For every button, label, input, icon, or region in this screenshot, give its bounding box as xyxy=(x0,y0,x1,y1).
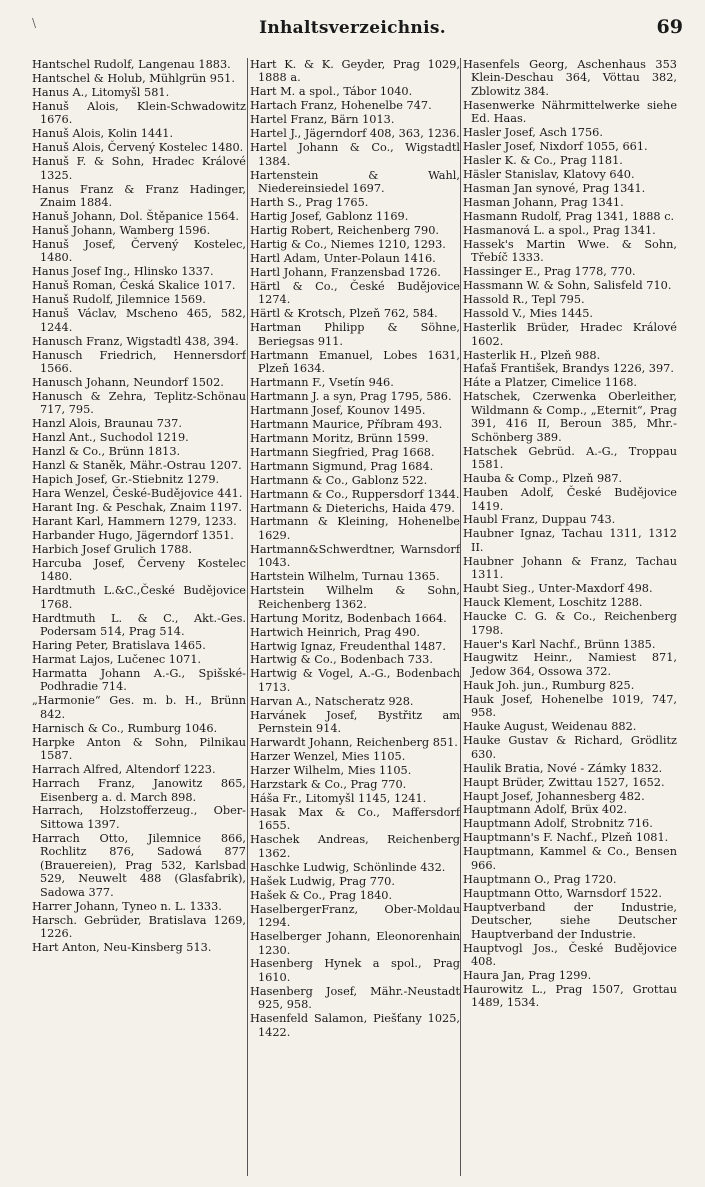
index-entry: Hartung Moritz, Bodenbach 1664. xyxy=(250,611,447,625)
index-entry: Haucke C. G. & Co., Reichenberg 1798. xyxy=(463,610,677,637)
index-entry: Harth S., Prag 1765. xyxy=(250,196,369,210)
index-entry: Hapich Josef, Gr.-Stiebnitz 1279. xyxy=(32,473,220,487)
index-entry: Hassmann W. & Sohn, Salisfeld 710. xyxy=(463,279,672,293)
index-entry: Hartenstein & Wahl, Niedereinsiedel 1697. xyxy=(250,168,460,196)
index-entry: HaselbergerFranz, Ober-Moldau 1294. xyxy=(250,902,460,930)
index-entry: Hauptvogl Jos., České Budějovice 408. xyxy=(463,941,677,968)
index-entry: Haubl Franz, Duppau 743. xyxy=(463,513,616,527)
index-entry: Haselberger Johann, Eleonorenhain 1230. xyxy=(250,930,460,957)
index-entry: Hašek & Co., Prag 1840. xyxy=(250,888,393,902)
index-entry: Haring Peter, Bratislava 1465. xyxy=(32,639,206,653)
index-column-left xyxy=(32,58,246,1178)
index-entry: Hartstein Wilhelm, Turnau 1365. xyxy=(250,570,440,584)
index-entry: Hart K. & K. Geyder, Prag 1029, 1888 a. xyxy=(250,58,460,85)
index-entry: Hanusch Johann, Neundorf 1502. xyxy=(32,375,224,389)
index-entry: Hasler K. & Co., Prag 1181. xyxy=(463,154,623,168)
index-entry: Hanzl Alois, Braunau 737. xyxy=(32,417,182,431)
index-entry: Hauptverband der Industrie, Deutscher, siehe Deutscher Hauptverband der Industrie. xyxy=(463,900,677,941)
column-divider xyxy=(460,58,461,1176)
index-entry: Hauptmann O., Prag 1720. xyxy=(463,872,617,886)
index-entry: Haupt Josef, Johannesberg 482. xyxy=(463,789,645,803)
index-entry: Hartmann F., Vsetín 946. xyxy=(250,375,394,389)
index-entry: Haubner Ignaz, Tachau 1311, 1312 II. xyxy=(463,527,677,554)
index-entry: Hasak Max & Co., Maffersdorf 1655. xyxy=(250,805,460,833)
index-entry: Hartmann & Co., Ruppersdorf 1344. xyxy=(250,487,460,501)
index-entry: Hanuš Rudolf, Jilemnice 1569. xyxy=(32,293,206,307)
index-entry: Hanus A., Litomyšl 581. xyxy=(32,85,170,99)
index-entry: Hauke Gustav & Richard, Grödlitz 630. xyxy=(463,734,677,761)
index-entry: Haschek Andreas, Reichenberg 1362. xyxy=(250,833,460,860)
index-entry: Hauptmann Adolf, Brüx 402. xyxy=(463,803,628,817)
index-entry: Harrach, Holzstofferzeug., Ober-Sittowa 1397. xyxy=(32,804,246,831)
index-entry: Harbander Hugo, Jägerndorf 1351. xyxy=(32,528,234,542)
index-entry: Hartmann & Dieterichs, Haida 479. xyxy=(250,501,455,515)
index-entry: Hartmann Siegfried, Prag 1668. xyxy=(250,445,435,459)
index-entry: Hartach Franz, Hohenelbe 747. xyxy=(250,99,432,113)
index-entry: Hauptmann Otto, Warnsdorf 1522. xyxy=(463,886,662,900)
index-entry: Hartmann & Co., Gablonz 522. xyxy=(250,473,428,487)
index-entry: Hartwich Heinrich, Prag 490. xyxy=(250,625,420,639)
index-entry: Harnisch & Co., Rumburg 1046. xyxy=(32,721,218,735)
index-entry: Hart Anton, Neu-Kinsberg 513. xyxy=(32,941,212,954)
index-entry: Hantschel & Holub, Mühlgrün 951. xyxy=(32,71,235,85)
index-entry: Hartig Josef, Gablonz 1169. xyxy=(250,209,409,223)
index-column-middle xyxy=(250,58,460,1178)
index-entry: Hauer's Karl Nachf., Brünn 1385. xyxy=(463,637,656,651)
index-entry: Hatschek Gebrüd. A.-G., Troppau 1581. xyxy=(463,444,677,472)
index-entry: Hauptmann, Kammel & Co., Bensen 966. xyxy=(463,845,677,872)
index-entry: Hanus Franz & Franz Hadinger, Znaim 1884. xyxy=(32,182,246,210)
index-entry: Hart M. a spol., Tábor 1040. xyxy=(250,85,413,99)
corner-mark: \ xyxy=(32,16,37,30)
index-entry: Harzstark & Co., Prag 770. xyxy=(250,778,407,792)
index-entry: Hanuš F. & Sohn, Hradec Králové 1325. xyxy=(32,155,246,182)
index-entry: Hasenfels Georg, Aschenhaus 353 Klein-Deschau 364, Vöttau 382, Zblowitz 384. xyxy=(463,58,677,98)
index-entry: Hanusch Friedrich, Hennersdorf 1566. xyxy=(32,348,246,375)
index-entry: Hartmann J. a syn, Prag 1795, 586. xyxy=(250,389,452,403)
index-entry: Hartmann Emanuel, Lobes 1631, Plzeň 1634. xyxy=(250,348,460,375)
index-entry: Harrach Alfred, Altendorf 1223. xyxy=(32,763,216,777)
index-entry: Haupt Brüder, Zwittau 1527, 1652. xyxy=(463,775,665,789)
page-header xyxy=(0,10,705,50)
index-entry: Hanzl Ant., Suchodol 1219. xyxy=(32,431,189,445)
index-entry: Hassold V., Mies 1445. xyxy=(463,307,593,321)
index-entry: Harvan A., Natscheratz 928. xyxy=(250,694,414,708)
index-entry: Hartmann Sigmund, Prag 1684. xyxy=(250,459,434,473)
index-entry: Hanuš Johann, Wamberg 1596. xyxy=(32,223,211,237)
index-entry: Hartel J., Jägerndorf 408, 363, 1236. xyxy=(250,127,460,141)
index-entry: Hasman Jan synové, Prag 1341. xyxy=(463,182,646,196)
index-entry: Hartl Adam, Unter-Polaun 1416. xyxy=(250,251,436,265)
index-entry: Hauck Klement, Loschitz 1288. xyxy=(463,596,643,610)
index-entry: Hanusch Franz, Wigstadtl 438, 394. xyxy=(32,334,239,348)
page-title: Inhaltsverzeichnis. xyxy=(259,18,446,38)
index-entry: Hanuš Václav, Mscheno 465, 582, 1244. xyxy=(32,307,246,334)
index-entry: Hasterlik Brüder, Hradec Králové 1602. xyxy=(463,321,677,348)
index-entry: Hartmann Josef, Kounov 1495. xyxy=(250,403,426,417)
index-entry: Hassek's Martin Wwe. & Sohn, Třebíč 1333. xyxy=(463,237,677,265)
index-entry: Hanzl & Co., Brünn 1813. xyxy=(32,445,181,459)
index-entry: Hara Wenzel, České-Budějovice 441. xyxy=(32,487,243,501)
index-entry: Harzer Wenzel, Mies 1105. xyxy=(250,750,406,764)
index-entry: Harrach Otto, Jilemnice 866, Rochlitz 876, Sadowá 877 (Brauereien), Prag 532, Karlsbad 529, Neuwelt 488 (Glasfabrik), Sadowa 377. xyxy=(32,831,246,899)
index-entry: Hartmann&Schwerdtner, Warnsdorf 1043. xyxy=(250,542,460,570)
index-entry: Harwardt Johann, Reichenberg 851. xyxy=(250,736,458,750)
index-entry: Hatschek, Czerwenka Oberleither, Wildmann & Comp., „Eternit“, Prag 391, 416 II, Beroun 385, Mhr.-Schönberg 389. xyxy=(463,390,677,444)
index-entry: Hauben Adolf, České Budějovice 1419. xyxy=(463,486,677,513)
index-entry: Hartmann Maurice, Příbram 493. xyxy=(250,417,443,431)
index-column-right xyxy=(463,58,677,1178)
index-entry: Haschke Ludwig, Schönlinde 432. xyxy=(250,860,446,874)
index-entry: Harmat Lajos, Lučenec 1071. xyxy=(32,652,202,666)
index-entry: Hanusch & Zehra, Teplitz-Schönau 717, 795. xyxy=(32,389,246,417)
index-entry: Hauke August, Weidenau 882. xyxy=(463,720,637,734)
index-entry: Hardtmuth L.&C.,České Budějovice 1768. xyxy=(32,584,246,611)
index-entry: Háša Fr., Litomyšl 1145, 1241. xyxy=(250,792,427,806)
index-entry: Hasmanová L. a spol., Prag 1341. xyxy=(463,223,656,237)
index-entry: Harant Karl, Hammern 1279, 1233. xyxy=(32,514,237,528)
index-entry: Hasler Josef, Asch 1756. xyxy=(463,126,603,140)
index-entry: Hasenfeld Salamon, Piešťany 1025, 1422. xyxy=(250,1012,460,1039)
index-entry: Harbich Josef Grulich 1788. xyxy=(32,542,193,556)
index-entry: Hartwig Ignaz, Freudenthal 1487. xyxy=(250,639,446,653)
index-entry: Hartman Philipp & Söhne, Beriegsas 911. xyxy=(250,321,460,348)
index-entry: Hanuš Josef, Červený Kostelec, 1480. xyxy=(32,237,246,265)
index-entry: Hauptmann Adolf, Strobnitz 716. xyxy=(463,817,653,831)
column-divider xyxy=(247,58,248,1176)
index-entry: Hanuš Roman, Česká Skalice 1017. xyxy=(32,279,236,293)
index-entry: Hauba & Comp., Plzeň 987. xyxy=(463,472,623,486)
index-entry: Harmatta Johann A.-G., Spišské-Podhradie 714. xyxy=(32,666,246,694)
index-entry: Hasmann Rudolf, Prag 1341, 1888 c. xyxy=(463,209,675,223)
index-entry: Hasler Josef, Nixdorf 1055, 661. xyxy=(463,140,648,154)
index-entry: Hartwig & Co., Bodenbach 733. xyxy=(250,653,433,667)
index-entry: Hasenwerke Nährmittelwerke siehe Ed. Haas. xyxy=(463,98,677,126)
index-entry: Harsch. Gebrüder, Bratislava 1269, 1226. xyxy=(32,913,246,941)
index-entry: Haugwitz Heinr., Namiest 871, Jedow 364, Ossowa 372. xyxy=(463,651,677,678)
index-entry: Hartstein Wilhelm & Sohn, Reichenberg 1362. xyxy=(250,584,460,611)
index-entry: Hartig & Co., Niemes 1210, 1293. xyxy=(250,237,446,251)
index-entry: Häsler Stanislav, Klatovy 640. xyxy=(463,168,635,182)
index-entry: Hasterlik H., Plzeň 988. xyxy=(463,348,601,362)
index-entry: Hanuš Alois, Kolin 1441. xyxy=(32,127,174,141)
index-entry: Hasenberg Hynek a spol., Prag 1610. xyxy=(250,957,460,984)
index-entry: Hartel Johann & Co., Wigstadtl 1384. xyxy=(250,141,460,168)
index-entry: Hanuš Alois, Červený Kostelec 1480. xyxy=(32,141,244,155)
index-entry: Harzer Wilhelm, Mies 1105. xyxy=(250,764,412,778)
index-entry: Hanuš Johann, Dol. Štěpanice 1564. xyxy=(32,209,240,223)
index-entry: Hassold R., Tepl 795. xyxy=(463,293,585,307)
index-entry: Hartmann & Kleining, Hohenelbe 1629. xyxy=(250,515,460,542)
index-entry: Hasenberg Josef, Mähr.-Neustadt 925, 958. xyxy=(250,984,460,1012)
index-entry: Haurowitz L., Prag 1507, Grottau 1489, 1534. xyxy=(463,982,677,1010)
index-entry: Hantschel Rudolf, Langenau 1883. xyxy=(32,58,231,71)
index-entry: Harpke Anton & Sohn, Pilnikau 1587. xyxy=(32,735,246,763)
index-entry: Hauk Joh. jun., Rumburg 825. xyxy=(463,678,635,692)
index-entry: „Harmonie“ Ges. m. b. H., Brünn 842. xyxy=(32,694,246,721)
index-entry: Hanzl & Staněk, Mähr.-Ostrau 1207. xyxy=(32,459,242,473)
index-entry: Harrach Franz, Janowitz 865, Eisenberg a. d. March 898. xyxy=(32,777,246,804)
index-entry: Hasman Johann, Prag 1341. xyxy=(463,196,624,210)
index-entry: Háte a Platzer, Cimelice 1168. xyxy=(463,376,638,390)
index-entry: Harcuba Josef, Červeny Kostelec 1480. xyxy=(32,556,246,584)
index-entry: Härtl & Krotsch, Plzeň 762, 584. xyxy=(250,307,438,321)
index-entry: Hartwig & Vogel, A.-G., Bodenbach 1713. xyxy=(250,667,460,694)
index-entry: Haťaš František, Brandys 1226, 397. xyxy=(463,362,674,376)
index-entry: Hassinger E., Prag 1778, 770. xyxy=(463,265,636,279)
index-entry: Haura Jan, Prag 1299. xyxy=(463,968,592,982)
index-entry: Hanuš Alois, Klein-Schwadowitz 1676. xyxy=(32,99,246,127)
index-entry: Hardtmuth L. & C., Akt.-Ges. Podersam 514, Prag 514. xyxy=(32,611,246,639)
index-entry: Härtl & Co., České Budějovice 1274. xyxy=(250,279,460,307)
index-entry: Haubt Sieg., Unter-Maxdorf 498. xyxy=(463,582,653,596)
index-entry: Hašek Ludwig, Prag 770. xyxy=(250,874,395,888)
index-entry: Harvánek Josef, Bystřitz am Pernstein 914. xyxy=(250,708,460,736)
index-entry: Hartmann Moritz, Brünn 1599. xyxy=(250,431,429,445)
index-entry: Haulik Bratia, Nové - Zámky 1832. xyxy=(463,761,663,775)
index-entry: Hartel Franz, Bärn 1013. xyxy=(250,113,395,127)
index-entry: Hanus Josef Ing., Hlinsko 1337. xyxy=(32,265,214,279)
index-entry: Hauk Josef, Hohenelbe 1019, 747, 958. xyxy=(463,692,677,720)
index-entry: Hartl Johann, Franzensbad 1726. xyxy=(250,265,441,279)
page-number: 69 xyxy=(656,16,683,38)
index-entry: Hartig Robert, Reichenberg 790. xyxy=(250,223,439,237)
index-entry: Hauptmann's F. Nachf., Plzeň 1081. xyxy=(463,831,669,845)
index-entry: Haubner Johann & Franz, Tachau 1311. xyxy=(463,554,677,582)
index-entry: Harrer Johann, Tyneo n. L. 1333. xyxy=(32,899,222,913)
index-entry: Harant Ing. & Peschak, Znaim 1197. xyxy=(32,501,242,514)
